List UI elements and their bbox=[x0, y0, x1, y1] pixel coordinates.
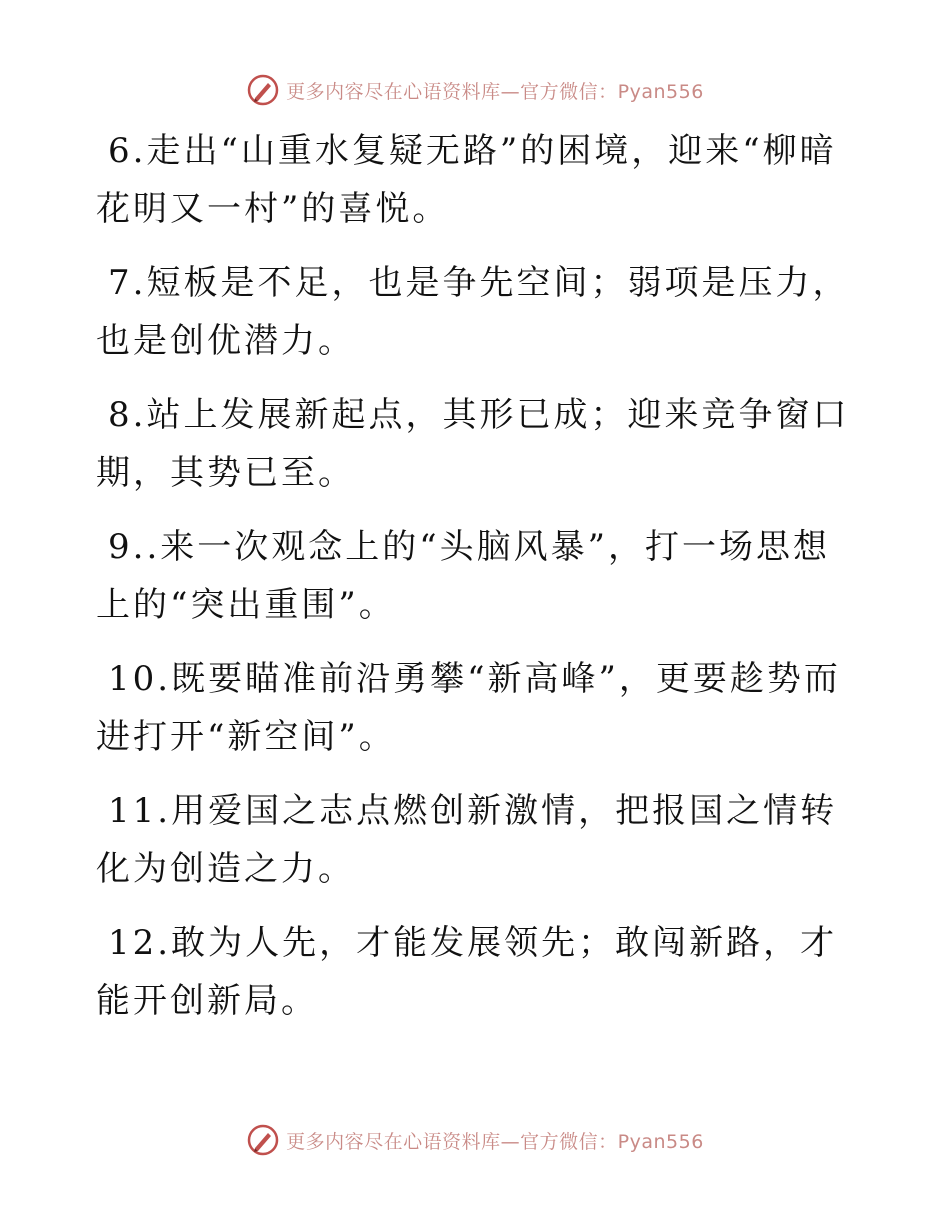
paragraph-11: 11.用爱国之志点燃创新激情，把报国之情转化为创造之力。 bbox=[96, 791, 838, 889]
paragraph-6: 6.走出“山重水复疑无路”的困境，迎来“柳暗花明又一村”的喜悦。 bbox=[96, 131, 837, 229]
paragraph-9: 9..来一次观念上的“头脑风暴”，打一场思想上的“突出重围”。 bbox=[96, 527, 831, 625]
paragraph-8: 8.站上发展新起点，其形已成；迎来竞争窗口期，其势已至。 bbox=[96, 395, 850, 493]
paragraph-12: 12.敢为人先，才能发展领先；敢闯新路，才能开创新局。 bbox=[96, 923, 838, 1021]
watermark-text: 更多内容尽在心语资料库—官方微信：Pyan556 bbox=[286, 1130, 704, 1153]
footer-watermark bbox=[0, 1120, 950, 1160]
pen-logo-icon bbox=[246, 1123, 280, 1157]
paragraph-10: 10.既要瞄准前沿勇攀“新高峰”，更要趁势而进打开“新空间”。 bbox=[96, 659, 841, 757]
document-body bbox=[96, 122, 856, 1046]
watermark-text: 更多内容尽在心语资料库—官方微信：Pyan556 bbox=[286, 80, 704, 103]
pen-logo-icon bbox=[246, 73, 280, 107]
header-watermark bbox=[0, 70, 950, 110]
paragraph-7: 7.短板是不足，也是争先空间；弱项是压力，也是创优潜力。 bbox=[96, 263, 850, 361]
